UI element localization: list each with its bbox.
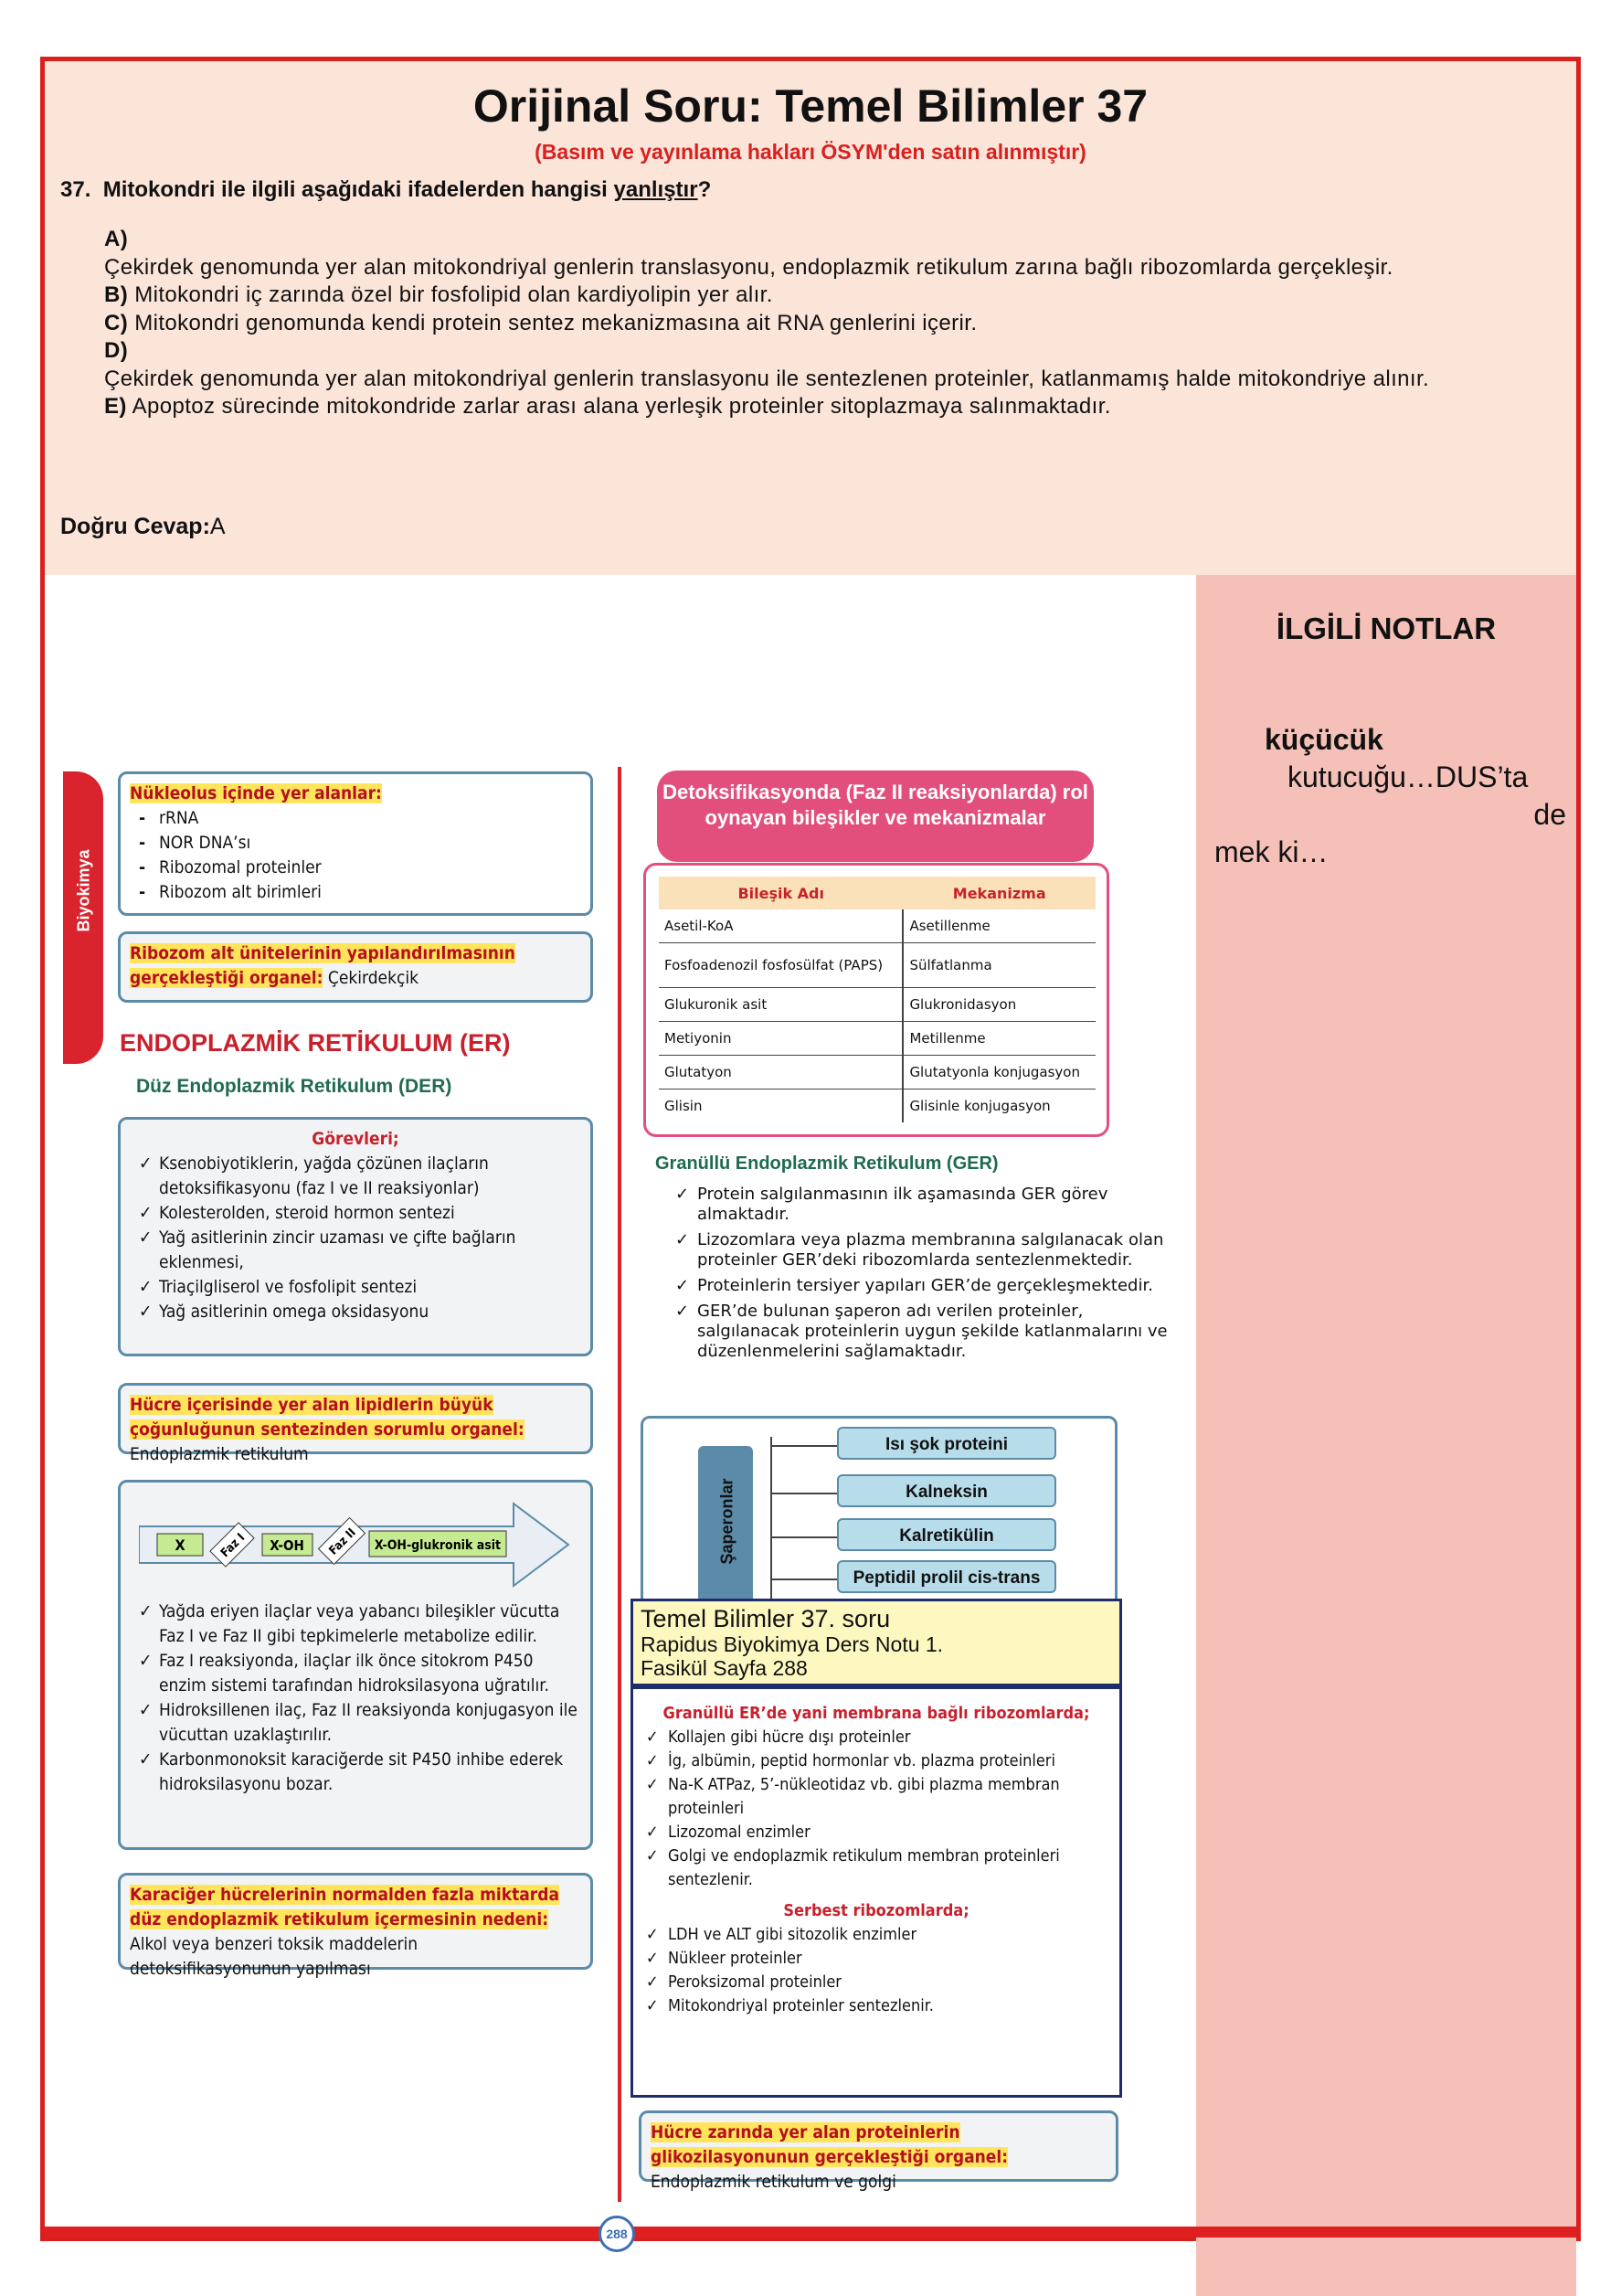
question-mark: ? (697, 177, 712, 202)
question-header (45, 61, 1576, 575)
related-notes-panel (1196, 575, 1576, 2296)
list-item: ✓ Lizozomal enzimler (646, 1821, 1107, 1844)
phase-reactions-box (118, 1480, 593, 1850)
list-item: ✓ Faz I reaksiyonda, ilaçlar ilk önce sitokrom P450 enzim sistemi tarafından hidroksilasyona uğratılır. (139, 1649, 581, 1698)
arrow-x: X (175, 1536, 185, 1554)
list-item: ✓ Na-K ATPaz, 5’-nükleotidaz vb. gibi plazma membran proteinleri (646, 1773, 1107, 1821)
list-item: ✓ Yağ asitlerinin omega oksidasyonu (139, 1300, 581, 1324)
table-row: Asetil-KoA Asetillenme (659, 909, 1096, 943)
table-header: Bileşik Adı (659, 877, 903, 909)
ribosome-sites-box: Granüllü ER’de yani membrana bağlı ribozomlarda; ✓ Kollajen gibi hücre dışı proteinler ✓ İg, albümin, peptid hormonlar vb. plazma proteinleri ✓ Na-K ATPaz, 5’-nükleotidaz vb. gibi plazma membran proteinleri ✓ Lizozomal enzimler ✓ Golgi ve endoplazmik retikulum membran proteinleri sentezlenir. Serbest ribozomlarda; ✓ LDH ve ALT gibi sitozolik enzimler ✓ Nükleer proteinler ✓ Peroksizomal proteinler ✓ Mitokondriyal proteinler sentezlenir. (630, 1686, 1122, 2098)
list-item: ✓ Kolesterolden, steroid hormon sentezi (139, 1201, 581, 1226)
bottom-rule (45, 2227, 1576, 2238)
textbook-page (45, 575, 1194, 2237)
nucleolus-box (118, 771, 593, 916)
arrow-faz1: Faz I (218, 1531, 249, 1561)
list-item: ✓ Golgi ve endoplazmik retikulum membran proteinleri sentezlenir. (646, 1844, 1107, 1892)
list-item: ✓ Peroksizomal proteinler (646, 1971, 1107, 1994)
column-divider (618, 767, 621, 2202)
list-item: ✓ İg, albümin, peptid hormonlar vb. plazma proteinleri (646, 1749, 1107, 1773)
lipid-box: Hücre içerisinde yer alan lipidlerin büyük çoğunluğunun sentezinden sorumlu organel: Endoplazmik retikulum (118, 1383, 593, 1454)
list-item: ✓ Kollajen gibi hücre dışı proteinler (646, 1726, 1107, 1749)
list-item: ✓ Ksenobiyotiklerin, yağda çözünen ilaçların detoksifikasyonu (faz I ve II reaksiyonlar) (139, 1152, 581, 1201)
option-d: D) Çekirdek genomunda yer alan mitokondriyal genlerin translasyonu ile sentezlenen proteinler, katlanmamış halde mitokondriye alınır. (104, 338, 1430, 391)
list-item: ✓ Nükleer proteinler (646, 1947, 1107, 1971)
list-item: ✓ Lizozomlara veya plazma membranına salgılanacak olan proteinler GER’deki ribozomlarda sentezlenmektedir. (675, 1230, 1169, 1270)
table-header: Mekanizma (903, 877, 1096, 909)
der-title: Düz Endoplazmik Retikulum (DER) (136, 1076, 452, 1097)
list-item: ✓ Yağ asitlerinin zincir uzaması ve çifte bağların eklenmesi, (139, 1226, 581, 1275)
ribosome-box: Ribozom alt ünitelerinin yapılandırılmasının gerçekleştiği organel: Çekirdekçik (118, 931, 593, 1003)
detox-arrow-diagram (139, 1490, 577, 1590)
notes-title: İLGİLİ NOTLAR (1276, 611, 1497, 645)
list-item: ✓ Yağda eriyen ilaçlar veya yabancı bileşikler vücutta Faz I ve Faz II gibi tepkimelerle metabolize edilir. (139, 1600, 581, 1649)
detox-title: Detoksifikasyonda (Faz II reaksiyonlarda) rol oynayan bileşikler ve mekanizmalar (657, 771, 1094, 862)
list-item: ✓ GER’de bulunan şaperon adı verilen proteinler, salgılanacak proteinlerin uygun şekilde katlanmalarını ve düzenlenmelerini sağlamaktadır. (675, 1302, 1169, 1362)
answer-options (104, 226, 1548, 421)
list-item: - Ribozomal proteinler (139, 856, 581, 880)
detox-table (643, 863, 1109, 1137)
der-functions-box: Görevleri; ✓ Ksenobiyotiklerin, yağda çözünen ilaçların detoksifikasyonu (faz I ve II reaksiyonlar) ✓ Kolesterolden, steroid hormon sentezi ✓ Yağ asitlerinin zincir uzaması ve çifte bağların eklenmesi, ✓ Triaçilgliserol ve fosfolipit sentezi ✓ Yağ asitlerinin omega oksidasyonu (118, 1117, 593, 1356)
option-e: E) Apoptoz sürecinde mitokondride zarlar arası alana yerleşik proteinler sitoplazmaya salınmaktadır. (104, 394, 1111, 419)
notes-body: küçücük kutucuğu…DUS’ta de mek ki… (1214, 723, 1566, 868)
correct-answer (60, 514, 226, 540)
er-title: ENDOPLAZMİK RETİKULUM (ER) (120, 1029, 511, 1057)
table-row: Glisin Glisinle konjugasyon (659, 1090, 1096, 1123)
question-number: 37. (60, 177, 91, 202)
ger-title: Granüllü Endoplazmik Retikulum (GER) (655, 1153, 999, 1174)
arrow-xoh: X-OH (270, 1537, 304, 1554)
option-b: B) Mitokondri iç zarında özel bir fosfolipid olan kardiyolipin yer alır. (104, 282, 773, 307)
chaperone-item: Isı şok proteini (837, 1427, 1056, 1460)
arrow-glucuronic: X-OH-glukronik asit (374, 1538, 502, 1553)
list-item: ✓ Triaçilgliserol ve fosfolipit sentezi (139, 1275, 581, 1300)
list-item: ✓ Proteinlerin tersiyer yapıları GER’de gerçekleşmektedir. (675, 1276, 1169, 1296)
page-number: 288 (599, 2216, 635, 2252)
copyright-note: (Basım ve yayınlama hakları ÖSYM'den satın alınmıştır) (535, 140, 1086, 164)
list-item: ✓ LDH ve ALT gibi sitozolik enzimler (646, 1923, 1107, 1947)
question-text: Mitokondri ile ilgili aşağıdaki ifadelerden hangisi (102, 177, 608, 202)
chaperone-label: Şaperonlar (717, 1478, 736, 1565)
question-stem (60, 177, 711, 203)
arrow-faz2: Faz II (326, 1525, 359, 1558)
section-tab: Biyokimya (63, 771, 103, 1064)
question-underlined: yanlıştır (613, 177, 698, 202)
list-item: - Ribozom alt birimleri (139, 880, 581, 905)
list-item: ✓ Hidroksillenen ilaç, Faz II reaksiyonda konjugasyon ile vücuttan uzaklaştırılır. (139, 1698, 581, 1748)
liver-box: Karaciğer hücrelerinin normalden fazla miktarda düz endoplazmik retikulum içermesinin nedeni: Alkol veya benzeri toksik maddelerin detoksifikasyonunun yapılması (118, 1873, 593, 1970)
reference-box: Temel Bilimler 37. soru Rapidus Biyokimya Ders Notu 1. Fasikül Sayfa 288 (630, 1599, 1122, 1686)
chaperone-item: Kalretikülin (837, 1518, 1056, 1551)
chaperone-item: Kalneksin (837, 1474, 1056, 1507)
glycosylation-box: Hücre zarında yer alan proteinlerin glikozilasyonunun gerçekleştiği organel: Endoplazmik retikulum ve golgi (639, 2110, 1118, 2182)
page-title: Orijinal Soru: Temel Bilimler 37 (472, 80, 1149, 132)
list-item: ✓ Protein salgılanmasının ilk aşamasında GER görev almaktadır. (675, 1185, 1169, 1225)
table-row: Fosfoadenozil fosfosülfat (PAPS) Sülfatlanma (659, 943, 1096, 988)
table-row: Glutatyon Glutatyonla konjugasyon (659, 1056, 1096, 1090)
chaperone-item: Peptidil prolil cis-trans (837, 1560, 1056, 1593)
table-row: Glukuronik asit Glukronidasyon (659, 988, 1096, 1022)
table-row: Metiyonin Metillenme (659, 1022, 1096, 1056)
option-a: A) Çekirdek genomunda yer alan mitokondriyal genlerin translasyonu, endoplazmik retikulum zarına bağlı ribozomlarda gerçekleşir. (104, 227, 1393, 280)
ger-list (675, 1185, 1169, 1367)
answer-value: A (209, 514, 226, 539)
list-item: - rRNA (139, 806, 581, 831)
option-c: C) Mitokondri genomunda kendi protein sentez mekanizmasına ait RNA genlerini içerir. (104, 310, 978, 335)
nucleolus-title: Nükleolus içinde yer alanlar: (130, 783, 382, 803)
answer-label: Doğru Cevap: (60, 514, 210, 539)
list-item: ✓ Karbonmonoksit karaciğerde sit P450 inhibe ederek hidroksilasyonu bozar. (139, 1748, 581, 1797)
list-item: ✓ Mitokondriyal proteinler sentezlenir. (646, 1994, 1107, 2018)
list-item: - NOR DNA’sı (139, 831, 581, 856)
